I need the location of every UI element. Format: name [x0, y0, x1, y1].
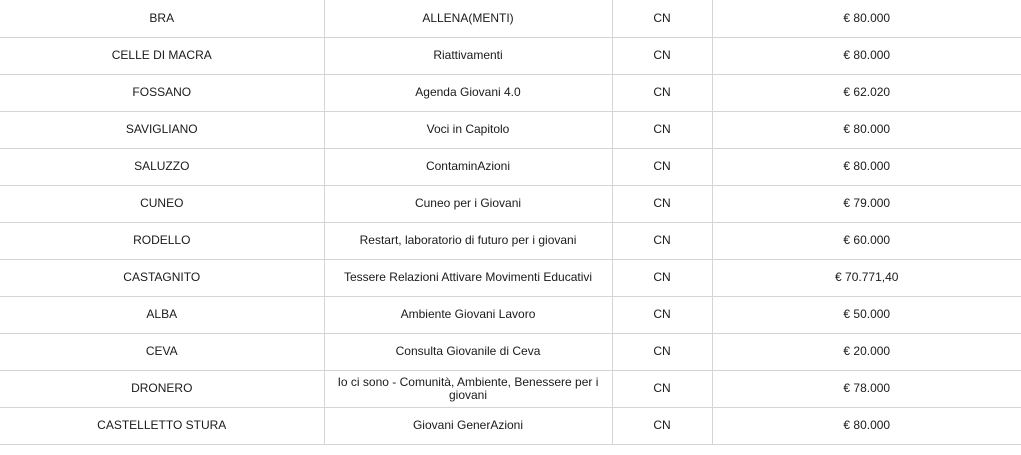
table-row: [0, 407, 1021, 444]
cell-comune: DRONERO: [0, 370, 324, 407]
cell-importo: € 78.000: [712, 370, 1021, 407]
table-row: [0, 333, 1021, 370]
cell-progetto: [324, 37, 612, 74]
table-row: [0, 185, 1021, 222]
cell-progetto: [324, 185, 612, 222]
cell-importo: € 62.020: [712, 74, 1021, 111]
cell-provincia: CN: [612, 370, 712, 407]
cell-comune: SAVIGLIANO: [0, 111, 324, 148]
cell-progetto-text: Riattivamenti: [433, 48, 503, 62]
cell-comune: CASTAGNITO: [0, 259, 324, 296]
cell-progetto: [324, 111, 612, 148]
cell-comune: SALUZZO: [0, 148, 324, 185]
cell-progetto-text: ALLENA(MENTI): [422, 10, 514, 25]
cell-comune: RODELLO: [0, 222, 324, 259]
cell-progetto: [324, 222, 612, 259]
table-row: [0, 37, 1021, 74]
cell-importo: € 70.771,40: [712, 259, 1021, 296]
cell-comune: CUNEO: [0, 185, 324, 222]
cell-progetto-text: Cuneo per i Giovani: [414, 196, 522, 210]
cell-comune: CASTELLETTO STURA: [0, 407, 324, 444]
cell-importo: € 20.000: [712, 333, 1021, 370]
cell-provincia: CN: [612, 185, 712, 222]
cell-provincia: CN: [612, 148, 712, 185]
cell-importo: € 79.000: [712, 185, 1021, 222]
cell-provincia: CN: [612, 222, 712, 259]
cell-progetto: [324, 370, 612, 407]
cell-progetto: [324, 333, 612, 370]
cell-provincia: CN: [612, 37, 712, 74]
cell-progetto: [324, 296, 612, 333]
cell-comune: CELLE DI MACRA: [0, 37, 324, 74]
cell-progetto-text: Io ci sono - Comunità, Ambiente, Benessere per i giovani: [337, 374, 599, 402]
cell-comune: FOSSANO: [0, 74, 324, 111]
cell-importo: € 80.000: [712, 37, 1021, 74]
cell-importo: € 80.000: [712, 0, 1021, 37]
table-row: [0, 370, 1021, 407]
cell-importo: € 80.000: [712, 407, 1021, 444]
table-row: [0, 222, 1021, 259]
cell-progetto-text: Restart, laboratorio di futuro per i giovani: [359, 233, 577, 247]
table-row: [0, 111, 1021, 148]
cell-progetto-text: Giovani GenerAzioni: [412, 418, 524, 432]
cell-progetto: [324, 0, 612, 37]
cell-provincia: CN: [612, 111, 712, 148]
cell-progetto: [324, 148, 612, 185]
cell-provincia: CN: [612, 407, 712, 444]
cell-progetto: [324, 407, 612, 444]
cell-progetto-text: Agenda Giovani 4.0: [415, 85, 521, 99]
cell-comune: CEVA: [0, 333, 324, 370]
cell-progetto: [324, 259, 612, 296]
table-row: [0, 74, 1021, 111]
table-row: [0, 148, 1021, 185]
cell-comune: BRA: [0, 0, 324, 37]
table-row: [0, 259, 1021, 296]
cell-progetto-text: Voci in Capitolo: [426, 122, 510, 136]
cell-provincia: CN: [612, 333, 712, 370]
cell-progetto-text: Tessere Relazioni Attivare Movimenti Educativi: [343, 270, 593, 284]
cell-progetto: [324, 74, 612, 111]
cell-provincia: CN: [612, 0, 712, 37]
cell-importo: € 80.000: [712, 148, 1021, 185]
cell-progetto-text: Consulta Giovanile di Ceva: [395, 344, 541, 358]
cell-provincia: CN: [612, 296, 712, 333]
cell-progetto-text: ContaminAzioni: [425, 159, 511, 173]
cell-provincia: CN: [612, 259, 712, 296]
cell-comune: ALBA: [0, 296, 324, 333]
cell-importo: € 50.000: [712, 296, 1021, 333]
table-row: [0, 296, 1021, 333]
cell-importo: € 80.000: [712, 111, 1021, 148]
cell-progetto-text: Ambiente Giovani Lavoro: [400, 307, 536, 321]
cell-importo: € 60.000: [712, 222, 1021, 259]
table-row: [0, 0, 1021, 37]
cell-provincia: CN: [612, 74, 712, 111]
